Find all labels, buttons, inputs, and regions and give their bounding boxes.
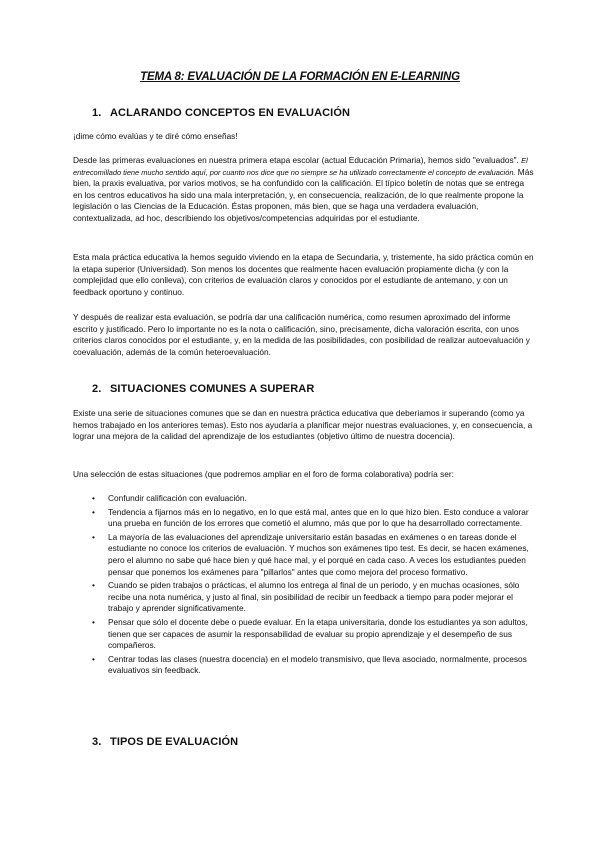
list-item: • Tendencia a fijarnos más en lo negativo, en lo que está mal, antes que en lo que hizo bien. Esto conduce a valorar una prueba en función de los errores que cometió el alumno, más que por lo que ha desarrollado correctamente. <box>92 506 529 529</box>
section-1-paragraph-1-start: Desde las primeras evaluaciones en nuestra primera etapa escolar (actual Educación Primaria), hemos sido "evaluados". <box>73 155 522 165</box>
list-item: • Pensar que sólo el docente debe o puede evaluar. En la etapa universitaria, donde los estudiantes ya son adultos, tienen que ser capaces de asumir la responsabilidad de evaluar su propio aprendizaje y el desempeño de sus compañeros. <box>92 616 528 651</box>
list-item: • Confundir calificación con evaluación. <box>92 493 247 503</box>
section-3-number: 3. <box>92 736 102 748</box>
section-1-paragraph-1-end: Más bien, la praxis evaluativa, por varios motivos, se ha confundido con la calificación. El típico boletín de notas que se entrega en los centros educativos ha sido una mala interpretación, y, en consecuencia, realización, de lo que realmente propone la legislación o las Ciencias de la Educación. Éstas proponen, más bien, que se haga una verdadera evaluación, contextualizada, ad hoc, describiendo los objetivos/competencias adquiridas por el estudiante. <box>73 166 534 223</box>
document-title: TEMA 8: EVALUACIÓN DE LA FORMACIÓN EN E-LEARNING <box>140 71 460 83</box>
section-2-paragraph-2: Una selección de estas situaciones (que podremos ampliar en el foro de forma colaborativa) podría ser: <box>73 469 454 479</box>
section-1-paragraph-1-italic: El entrecomillado tiene mucho sentido aquí, por cuanto nos dice que no siempre se ha utilizado correctamente el concepto de evaluación. <box>73 156 528 177</box>
section-1-quote: ¡dime cómo evalúas y te diré cómo enseñas! <box>73 131 238 141</box>
section-3-title: TIPOS DE EVALUACIÓN <box>110 736 239 748</box>
bullet-icon: • <box>92 493 95 503</box>
section-1-heading <box>92 107 350 119</box>
section-3-heading <box>92 736 238 748</box>
bullet-icon: • <box>92 653 95 664</box>
bullet-icon: • <box>92 506 95 517</box>
section-1-paragraph-1 <box>73 155 535 225</box>
situations-list <box>92 493 537 679</box>
section-1-number: 1. <box>92 107 102 119</box>
list-item: • Centrar todas las clases (nuestra docencia) en el modelo transmisivo, que lleva asociado, normalmente, procesos evaluativos sin feedback. <box>92 653 527 676</box>
list-item: • Cuando se piden trabajos o prácticas, el alumno los entrega al final de un periodo, y en muchas ocasiones, sólo recibe una nota numérica, y justo al final, sin posibilidad de recibir un feedback a tiempo para poder mejorar el trabajo y aprender significativamente. <box>92 580 520 614</box>
list-item: • La mayoría de las evaluaciones del aprendizaje universitario están basadas en exámenes o en tareas donde el estudiante no conoce los criterios de evaluación. Y muchos son exámenes tipo test. Es decir, se hacen exámenes, pero el alumno no sabe qué hace bien y qué hace mal, y el porqué en cada caso. A veces los estudiantes pueden pensar que ponemos los exámenes para "pillarlos" antes que como mejora del proceso formativo. <box>92 531 529 577</box>
section-1-paragraph-2: Esta mala práctica educativa la hemos seguido viviendo en la etapa de Secundaria, y, tristemente, ha sido práctica común en la etapa superior (Universidad). Son menos los docentes que realmente hacen evaluación propiamente dicha (y con la complejidad que ello conlleva), con criterios de evaluación claros y conocidos por el estudiante de antemano, y con un feedback oportuno y continuo. <box>73 252 534 297</box>
section-2-number: 2. <box>92 383 102 395</box>
bullet-icon: • <box>92 531 95 542</box>
section-2-heading <box>92 383 314 395</box>
section-1-paragraph-3: Y después de realizar esta evaluación, se podría dar una calificación numérica, como resumen aproximado del informe escrito y justificado. Pero lo importante no es la nota o calificación, sino, precisamente, dicha valoración escrita, con unos criterios claros conocidos por el estudiante, y, en la medida de las posibilidades, con posibilidad de realizar autoevaluación y coevaluación, además de la común heteroevaluación. <box>73 312 530 357</box>
bullet-icon: • <box>92 580 95 591</box>
section-2-title: SITUACIONES COMUNES A SUPERAR <box>110 383 315 395</box>
bullet-icon: • <box>92 616 95 627</box>
section-1-title: ACLARANDO CONCEPTOS EN EVALUACIÓN <box>110 107 351 119</box>
section-2-paragraph-1: Existe una serie de situaciones comunes que se dan en nuestra práctica educativa que deberíamos ir superando (como ya hemos trabajado en los anteriores temas). Esto nos ayudaría a planificar mejor nuestras evaluaciones, y, en consecuencia, a lograr una mejora de la calidad del aprendizaje de los estudiantes (objetivo último de nuestra docencia). <box>73 408 533 442</box>
